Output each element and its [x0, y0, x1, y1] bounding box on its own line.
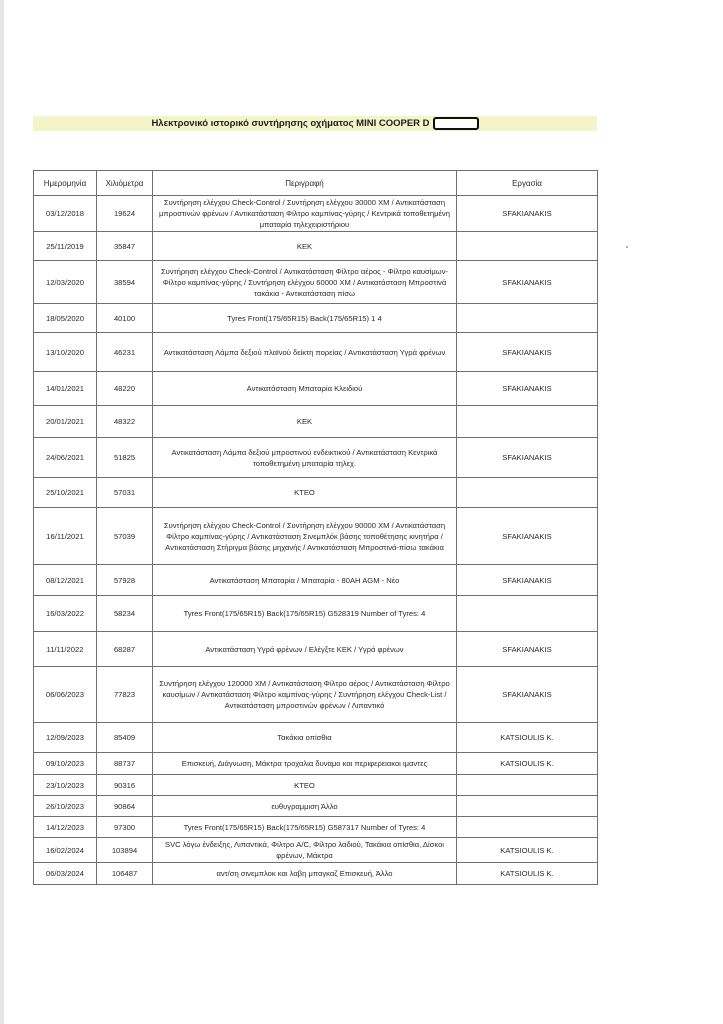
- cell-date: 13/10/2020: [34, 333, 97, 372]
- cell-km: 57039: [97, 508, 153, 565]
- cell-description: Επισκευή, Διάγνωση, Μάκτρα τροχαλια δυναμο και περιφερειακοι ιμαντες: [153, 753, 457, 775]
- cell-work: KATSIOULIS K.: [457, 723, 598, 753]
- table-row: [34, 723, 598, 753]
- cell-description: ΚΤΕΟ: [153, 775, 457, 796]
- cell-km: 68287: [97, 632, 153, 667]
- cell-work: [457, 817, 598, 838]
- table-row: [34, 775, 598, 796]
- cell-description: ΚΤΕΟ: [153, 478, 457, 508]
- table-row: [34, 406, 598, 438]
- cell-date: 12/09/2023: [34, 723, 97, 753]
- cell-description: Συντήρηση ελέγχου Check-Control / Αντικατάσταση Φίλτρο αέρος - Φίλτρο καυσίμων-Φίλτρο καμπίνας-γύρης / Συντήρηση ελέγχου 60000 ΧΜ / Αντικατάσταση Μπροστινά τακάκια - Αντικατάσταση πίσω: [153, 261, 457, 304]
- cell-date: 16/02/2024: [34, 838, 97, 863]
- table-row: [34, 667, 598, 723]
- cell-km: 106487: [97, 863, 153, 885]
- cell-description: Αντικατάσταση Λάμπα δεξιού μπροστινού ενδεικτικού / Αντικατάσταση Κεντρικά τοποθετημένη μπαταρία τηλεχ.: [153, 438, 457, 478]
- cell-work: SFAKIANAKIS: [457, 438, 598, 478]
- cell-km: 57031: [97, 478, 153, 508]
- document-title-text: Ηλεκτρονικό ιστορικό συντήρησης οχήματος MINI COOPER D: [151, 118, 430, 129]
- cell-work: KATSIOULIS K.: [457, 753, 598, 775]
- cell-date: 16/11/2021: [34, 508, 97, 565]
- table-row: [34, 753, 598, 775]
- document-title: [33, 116, 597, 131]
- cell-description: Συντήρηση ελέγχου Check-Control / Συντήρηση ελέγχου 90000 ΧΜ / Αντικατάσταση Φίλτρο καμπίνας-γύρης / Αντικατάσταση Σινεμπλόκ βάσης τοποθέτησης κινητήρα / Αντικατάσταση Στήριγμα βάσης μηχανής / Αντικατάσταση Μπροστινά-πίσω τακάκια: [153, 508, 457, 565]
- table-row: [34, 632, 598, 667]
- cell-work: [457, 796, 598, 817]
- cell-date: 06/06/2023: [34, 667, 97, 723]
- maintenance-history-table: [33, 170, 598, 885]
- cell-date: 12/03/2020: [34, 261, 97, 304]
- cell-description: Tyres Front(175/65R15) Back(175/65R15) 1 4: [153, 304, 457, 333]
- cell-date: 14/12/2023: [34, 817, 97, 838]
- scan-edge: [0, 0, 4, 1024]
- cell-date: 25/11/2019: [34, 232, 97, 261]
- cell-work: [457, 478, 598, 508]
- cell-km: 48322: [97, 406, 153, 438]
- table-row: [34, 196, 598, 232]
- cell-description: ΚΕΚ: [153, 406, 457, 438]
- cell-date: 06/03/2024: [34, 863, 97, 885]
- cell-date: 25/10/2021: [34, 478, 97, 508]
- cell-description: ΚΕΚ: [153, 232, 457, 261]
- cell-km: 35847: [97, 232, 153, 261]
- cell-description: Τακάκια οπίσθια: [153, 723, 457, 753]
- cell-km: 88737: [97, 753, 153, 775]
- cell-work: [457, 775, 598, 796]
- cell-km: 58234: [97, 596, 153, 632]
- cell-description: Tyres Front(175/65R15) Back(175/65R15) G587317 Number of Tyres: 4: [153, 817, 457, 838]
- table-row: [34, 304, 598, 333]
- cell-description: Αντικατάσταση Λάμπα δεξιού πλαϊνού δείκτη πορείας / Αντικατάσταση Υγρά φρένων: [153, 333, 457, 372]
- cell-km: 57928: [97, 565, 153, 596]
- cell-km: 103894: [97, 838, 153, 863]
- cell-date: 18/05/2020: [34, 304, 97, 333]
- cell-work: SFAKIANAKIS: [457, 372, 598, 406]
- cell-description: Αντικατάσταση Μπαταρία Κλειδιού: [153, 372, 457, 406]
- cell-work: SFAKIANAKIS: [457, 196, 598, 232]
- cell-km: 97300: [97, 817, 153, 838]
- cell-date: 24/06/2021: [34, 438, 97, 478]
- header-description: Περιγραφή: [153, 171, 457, 196]
- table-row: [34, 817, 598, 838]
- cell-km: 77823: [97, 667, 153, 723]
- cell-description: SVC λόγω ένδειξης, Λιπαντικά, Φίλτρο A/C, Φίλτρο λαδιού, Τακάκια οπίσθια, Δίσκοι φρένων, Μάκτρα: [153, 838, 457, 863]
- cell-work: SFAKIANAKIS: [457, 261, 598, 304]
- cell-work: SFAKIANAKIS: [457, 667, 598, 723]
- cell-km: 48220: [97, 372, 153, 406]
- table-row: [34, 333, 598, 372]
- scan-speck: [626, 246, 628, 248]
- cell-work: [457, 304, 598, 333]
- cell-work: [457, 406, 598, 438]
- table-row: [34, 438, 598, 478]
- cell-description: Αντικατάσταση Μπαταρία / Μπαταρία - 80AH AGM - Νέο: [153, 565, 457, 596]
- cell-km: 90316: [97, 775, 153, 796]
- cell-work: KATSIOULIS K.: [457, 863, 598, 885]
- cell-work: SFAKIANAKIS: [457, 632, 598, 667]
- table-row: [34, 508, 598, 565]
- table-row: [34, 372, 598, 406]
- table-row: [34, 478, 598, 508]
- cell-work: SFAKIANAKIS: [457, 333, 598, 372]
- cell-km: 19624: [97, 196, 153, 232]
- cell-description: ευθυγραμμιση Άλλο: [153, 796, 457, 817]
- cell-description: Συντήρηση ελέγχου 120000 ΧΜ / Αντικατάσταση Φίλτρο αέρος / Αντικατάσταση Φίλτρο καυσίμων / Αντικατάσταση Φίλτρο καμπίνας-γύρης / Συντήρηση ελέγχου Check-List / Αντικατάσταση μπροστινών φρένων / Λιπαντικό: [153, 667, 457, 723]
- table-row: [34, 232, 598, 261]
- cell-km: 90864: [97, 796, 153, 817]
- header-km: Χιλιόμετρα: [97, 171, 153, 196]
- cell-description: αντ/ση σινεμπλοκ και λαβη μπαγκαζ Επισκευή, Άλλο: [153, 863, 457, 885]
- cell-work: [457, 232, 598, 261]
- cell-description: Tyres Front(175/65R15) Back(175/65R15) G528319 Number of Tyres: 4: [153, 596, 457, 632]
- table-row: [34, 261, 598, 304]
- cell-date: 20/01/2021: [34, 406, 97, 438]
- cell-work: SFAKIANAKIS: [457, 508, 598, 565]
- cell-km: 46231: [97, 333, 153, 372]
- cell-work: KATSIOULIS K.: [457, 838, 598, 863]
- cell-date: 11/11/2022: [34, 632, 97, 667]
- table-row: [34, 838, 598, 863]
- cell-work: SFAKIANAKIS: [457, 565, 598, 596]
- cell-km: 38594: [97, 261, 153, 304]
- cell-date: 09/10/2023: [34, 753, 97, 775]
- cell-km: 51825: [97, 438, 153, 478]
- cell-date: 03/12/2018: [34, 196, 97, 232]
- table-header-row: [34, 171, 598, 196]
- redacted-license-plate: [433, 117, 479, 130]
- cell-date: 14/01/2021: [34, 372, 97, 406]
- header-date: Ημερομηνία: [34, 171, 97, 196]
- cell-km: 40100: [97, 304, 153, 333]
- cell-date: 23/10/2023: [34, 775, 97, 796]
- table-row: [34, 796, 598, 817]
- cell-km: 85409: [97, 723, 153, 753]
- table-row: [34, 565, 598, 596]
- cell-date: 16/03/2022: [34, 596, 97, 632]
- header-work: Εργασία: [457, 171, 598, 196]
- table-row: [34, 863, 598, 885]
- table-row: [34, 596, 598, 632]
- cell-date: 08/12/2021: [34, 565, 97, 596]
- cell-date: 26/10/2023: [34, 796, 97, 817]
- cell-description: Αντικατάσταση Υγρά φρένων / Ελέγξτε ΚΕΚ / Υγρά φρένων: [153, 632, 457, 667]
- cell-description: Συντήρηση ελέγχου Check-Control / Συντήρηση ελέγχου 30000 ΧΜ / Αντικατάσταση μπροστινών φρένων / Αντικατάσταση Φίλτρο καμπίνας-γύρης / Κεντρικά τοποθετημένη μπαταρία τηλεχειριστήριου: [153, 196, 457, 232]
- cell-work: [457, 596, 598, 632]
